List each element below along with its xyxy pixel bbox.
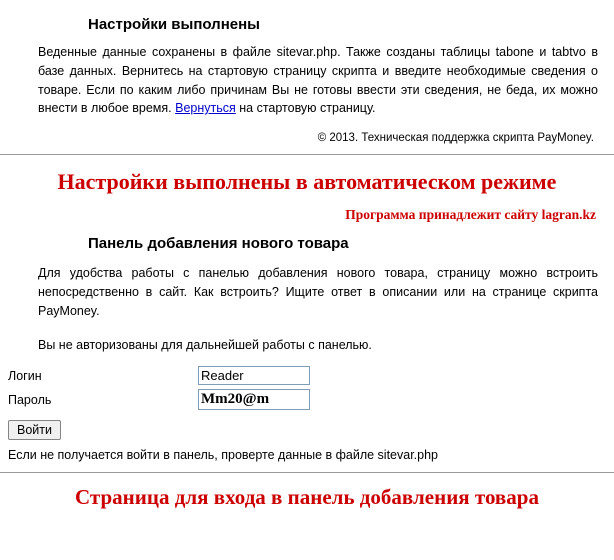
login-input[interactable]: [198, 366, 310, 385]
program-owner-text: Программа принадлежит сайту lagran.kz: [345, 207, 596, 222]
not-authorized-text: Вы не авторизованы для дальнейшей работы с панелью.: [38, 338, 372, 353]
password-input[interactable]: [198, 389, 310, 410]
settings-description-part2: на стартовую страницу.: [235, 101, 376, 116]
entry-page-heading: Страница для входа в панель добавления товара: [75, 485, 539, 510]
settings-description-part1: Веденные данные сохранены в файле sitevar.php. Также созданы таблицы tabone и tabtvo в базе данных. Вернитесь на стартовую страницу скрипта и введите необходимые сведения о товаре. Если по каким либо причинам Вы не готовы ввести эти сведения, не беда, их можно внести в любое время.: [38, 45, 598, 116]
panel-heading: Панель добавления нового товара: [88, 235, 349, 252]
settings-description: [0, 33, 614, 118]
login-submit-button[interactable]: Войти: [8, 420, 61, 440]
password-input-cell: [198, 387, 314, 412]
panel-description: Для удобства работы с панелью добавления нового товара, страницу можно встроить непосредственно в сайт. Как встроить? Ищите ответ в описании или на странице скрипта PayMoney.: [38, 266, 598, 318]
login-row: [8, 364, 314, 387]
settings-heading: Настройки выполнены: [88, 16, 260, 33]
login-hint-text: Если не получается войти в панель, проверте данные в файле sitevar.php: [8, 448, 439, 463]
login-form: [8, 364, 314, 412]
return-start-page-link[interactable]: Вернуться: [175, 101, 236, 116]
login-input-cell: [198, 364, 314, 387]
password-row: [8, 387, 314, 412]
auto-mode-heading: Настройки выполнены в автоматическом режиме: [57, 169, 557, 194]
login-label: Логин: [8, 368, 42, 383]
password-label: Пароль: [8, 392, 52, 407]
copyright-text: © 2013. Техническая поддержка скрипта PayMoney.: [317, 132, 594, 144]
